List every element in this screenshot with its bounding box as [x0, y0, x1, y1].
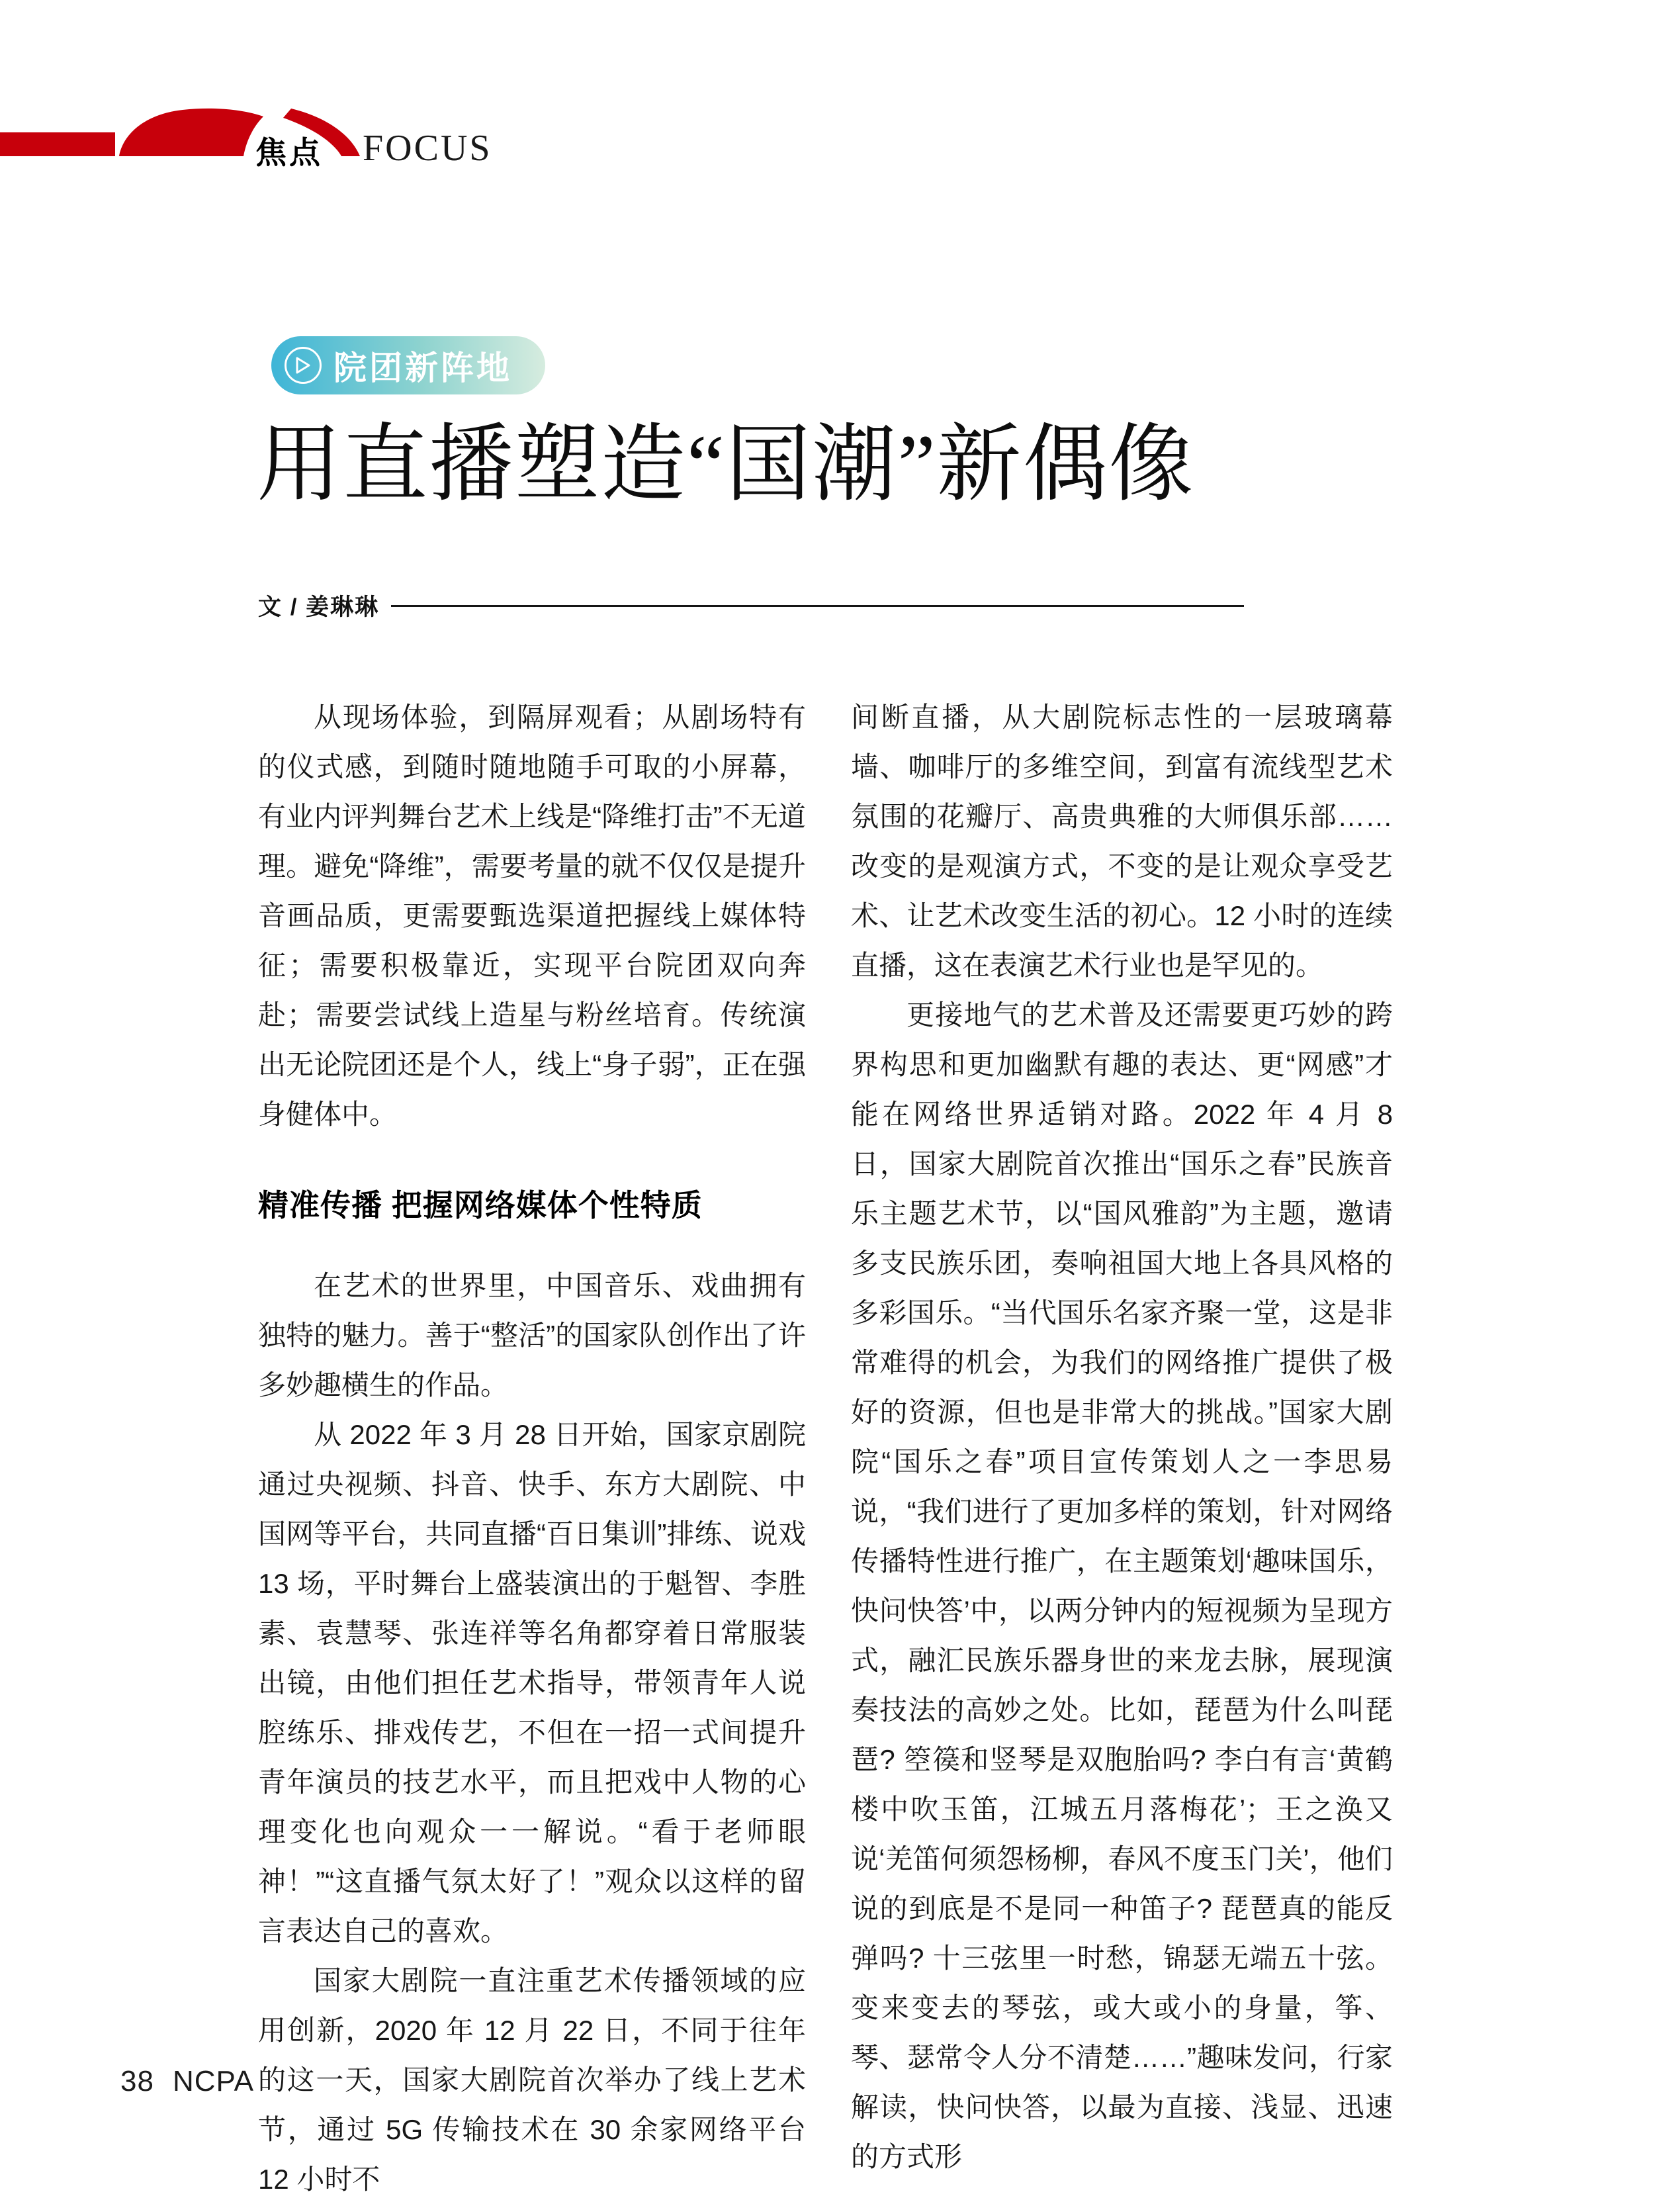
series-badge [271, 336, 545, 394]
section-title-en: FOCUS [363, 128, 492, 169]
article-title: 用直播塑造“国潮”新偶像 [257, 418, 1195, 512]
byline [258, 591, 1244, 620]
byline-text: 文 / 姜琳琳 [258, 594, 380, 620]
paragraph: 从 2022 年 3 月 28 日开始，国家京剧院通过央视频、抖音、快手、东方大剧院、中国网等平台，共同直播“百日集训”排练、说戏 13 场，平时舞台上盛装演出的于魁智、李胜素、袁慧琴、张连祥等名角都穿着日常服装出镜，由他们担任艺术指导，带领青年人说腔练乐、排戏传艺，不但在一招一式间提升青年演员的技艺水平，而且把戏中人物的心理变化也向观众一一解说。“看于老师眼神！”“这直播气氛太好了！”观众以这样的留言表达自己的喜欢。 [258, 1419, 806, 1947]
journal-code: NCPA [172, 2065, 254, 2097]
paragraph: 间断直播，从大剧院标志性的一层玻璃幕墙、咖啡厅的多维空间，到富有流线型艺术氛围的花瓣厅、高贵典雅的大师俱乐部……改变的是观演方式，不变的是让观众享受艺术、让艺术改变生活的初心。12 小时的连续直播，这在表演艺术行业也是罕见的。 [851, 702, 1393, 981]
series-badge-label: 院团新阵地 [333, 349, 512, 387]
column-left [258, 692, 806, 2204]
banner-swoosh [119, 109, 263, 156]
page-number: 38 [120, 2065, 154, 2097]
column-right [851, 692, 1393, 2204]
banner-red-bar [0, 132, 115, 156]
paragraph: 在艺术的世界里，中国音乐、戏曲拥有独特的魅力。善于“整活”的国家队创作出了许多妙趣横生的作品。 [258, 1270, 806, 1400]
paragraph: 从现场体验，到隔屏观看；从剧场特有的仪式感，到随时随地随手可取的小屏幕，有业内评判舞台艺术上线是“降维打击”不无道理。避免“降维”，需要考量的就不仅仅是提升音画品质，更需要甄选渠道把握线上媒体特征；需要积极靠近，实现平台院团双向奔赴；需要尝试线上造星与粉丝培育。传统演出无论院团还是个人，线上“身子弱”，正在强身健体中。 [258, 702, 806, 1130]
page-footer [120, 2065, 254, 2098]
play-icon [285, 347, 322, 384]
section-title-cn: 焦点 [255, 135, 323, 170]
article-columns [258, 692, 1393, 2204]
byline-rule [391, 605, 1244, 607]
section-subheading: 精准传播 把握网络媒体个性特质 [258, 1188, 703, 1222]
paragraph: 国家大剧院一直注重艺术传播领域的应用创新，2020 年 12 月 22 日，不同于往年的这一天，国家大剧院首次举办了线上艺术节，通过 5G 传输技术在 30 余家网络平台 12 小时不 [258, 1965, 806, 2195]
paragraph: 更接地气的艺术普及还需要更巧妙的跨界构思和更加幽默有趣的表达、更“网感”才能在网络世界适销对路。2022 年 4 月 8 日，国家大剧院首次推出“国乐之春”民族音乐主题艺术节，以“国风雅韵”为主题，邀请多支民族乐团，奏响祖国大地上各具风格的多彩国乐。“当代国乐名家齐聚一堂，这是非常难得的机会，为我们的网络推广提供了极好的资源，但也是非常大的挑战。”国家大剧院“国乐之春”项目宣传策划人之一李思易说，“我们进行了更加多样的策划，针对网络传播特性进行推广，在主题策划‘趣味国乐，快问快答’中，以两分钟内的短视频为呈现方式，融汇民族乐器身世的来龙去脉，展现演奏技法的高妙之处。比如，琵琶为什么叫琵琶? 箜篌和竖琴是双胞胎吗? 李白有言‘黄鹤楼中吹玉笛，江城五月落梅花’；王之涣又说‘羌笛何须怨杨柳，春风不度玉门关’，他们说的到底是不是同一种笛子? 琵琶真的能反弹吗? 十三弦里一时愁，锦瑟无端五十弦。变来变去的琴弦，或大或小的身量，筝、琴、瑟常令人分不清楚……”趣味发问，行家解读，快问快答，以最为直接、浅显、迅速的方式形 [851, 999, 1393, 2172]
